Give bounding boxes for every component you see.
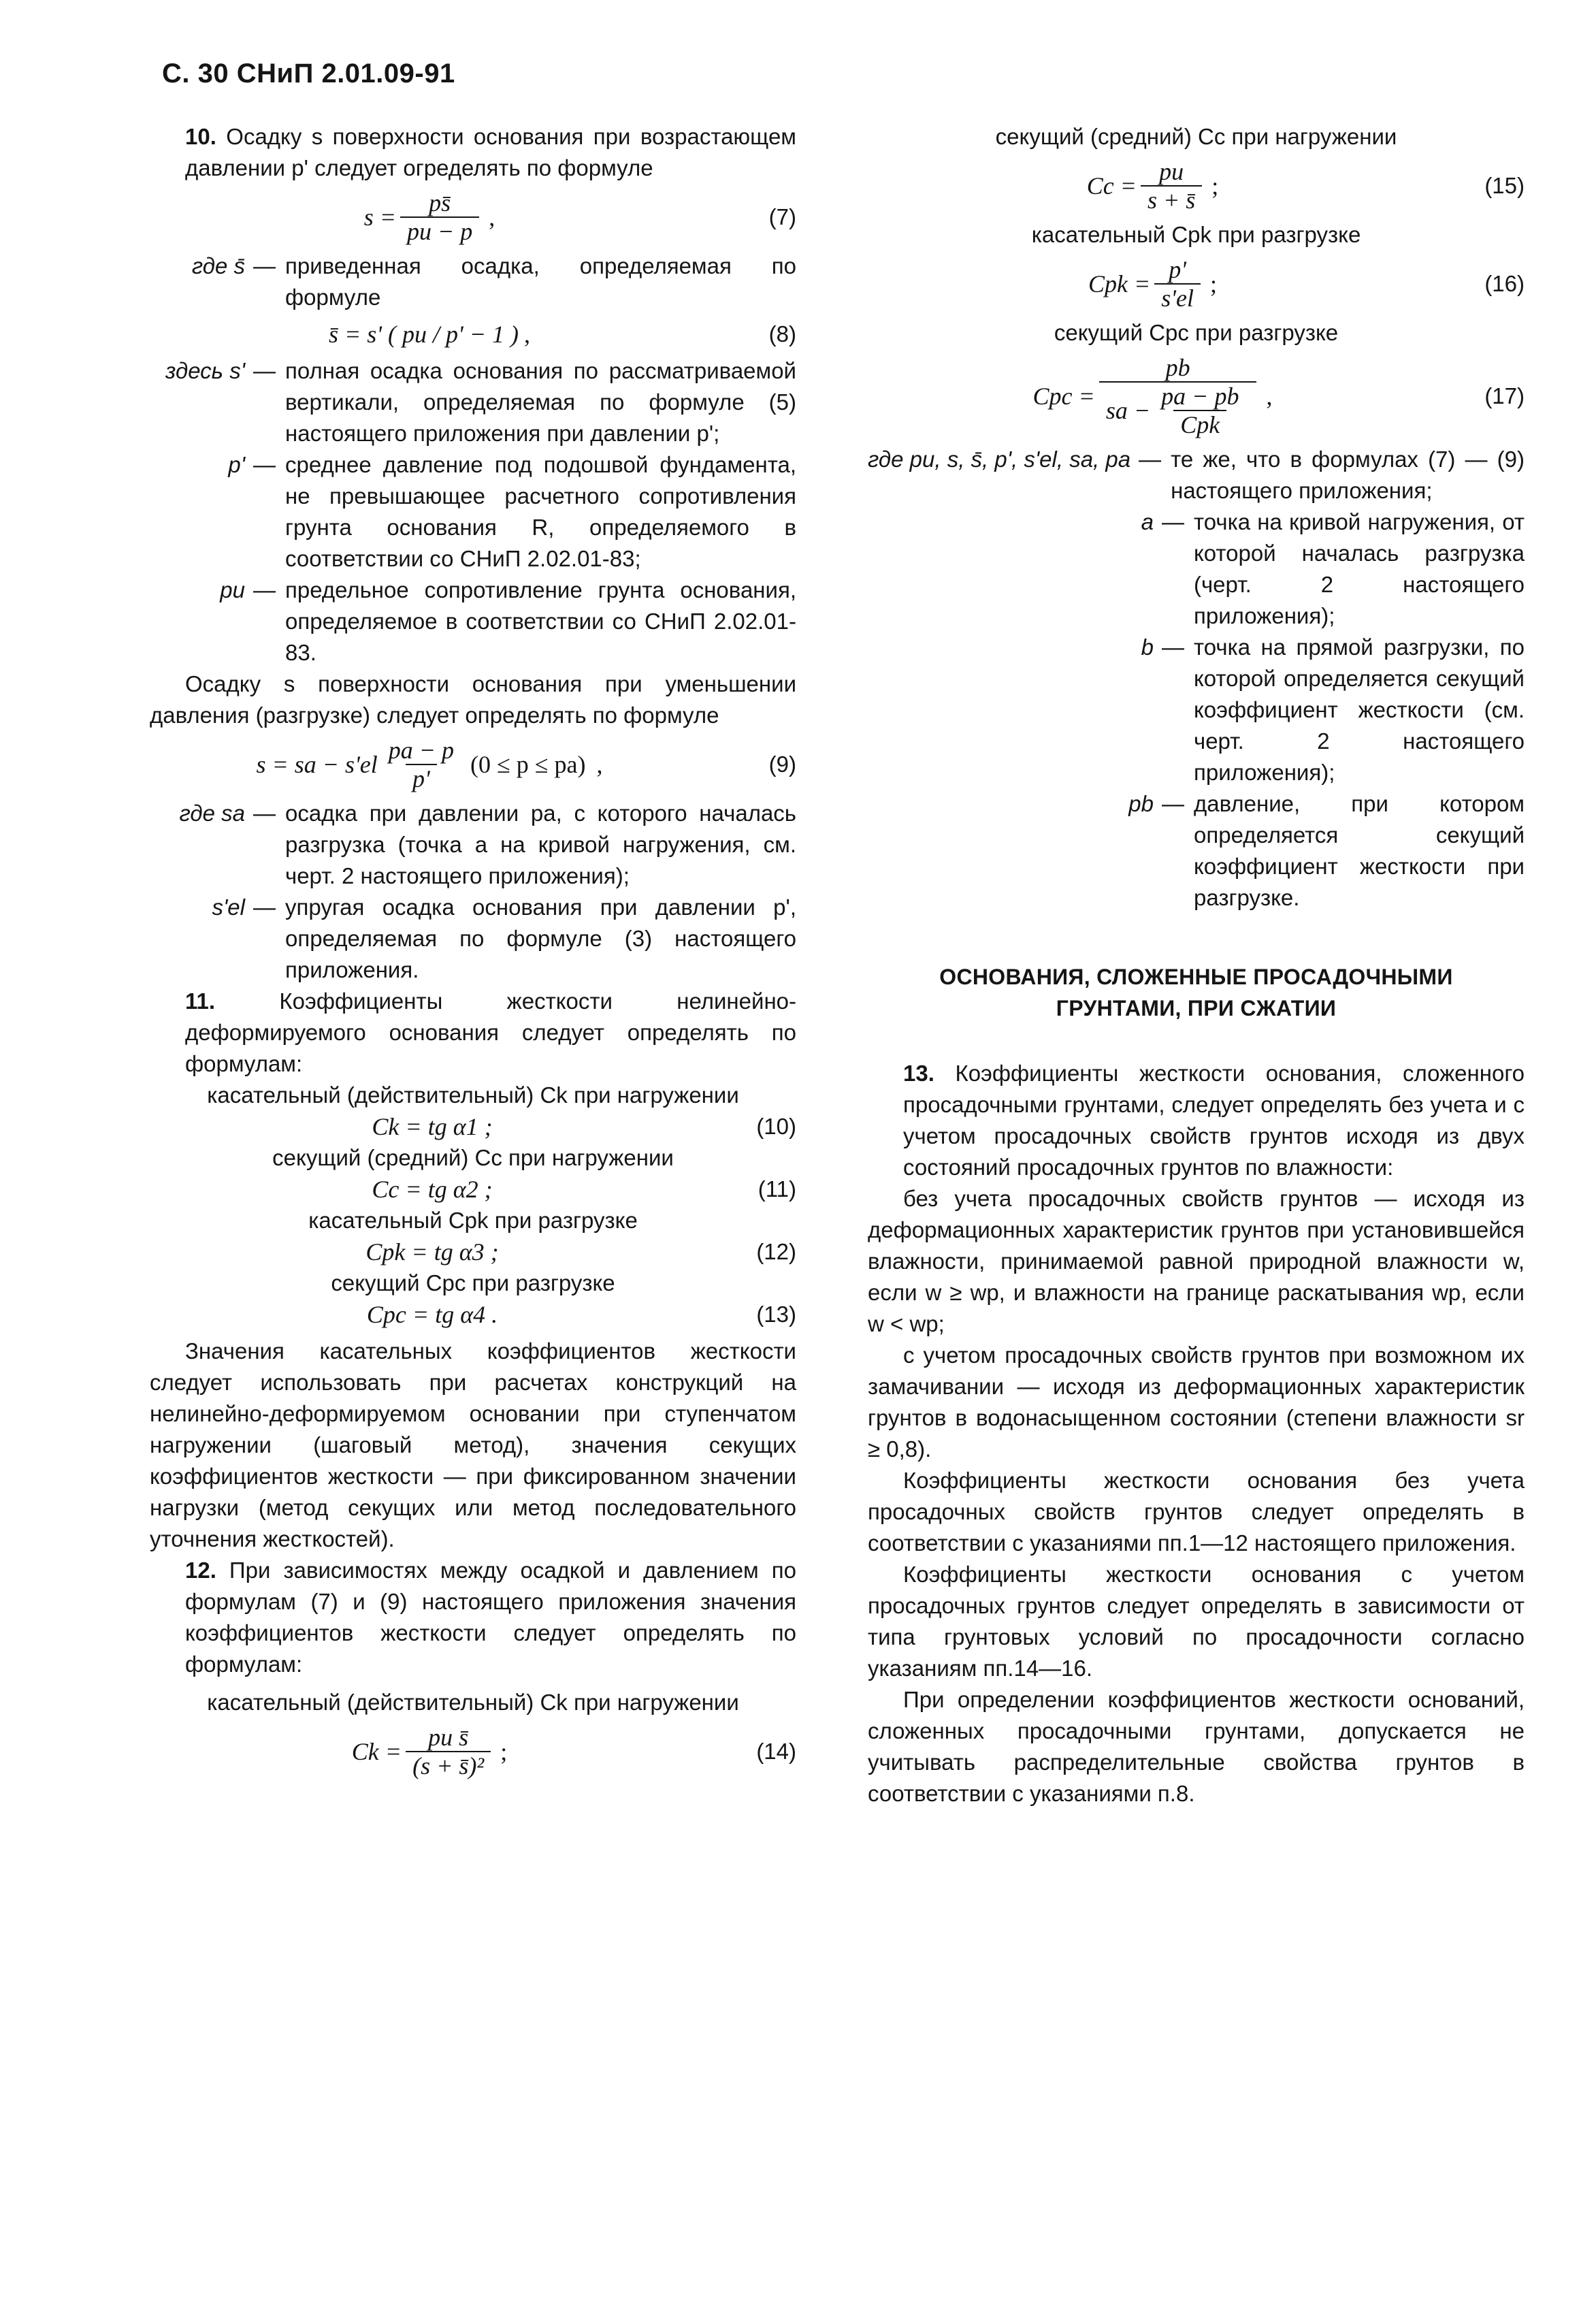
fraction (400, 189, 479, 245)
caption-12: касательный Cpk при разгрузке (308, 1208, 638, 1233)
definition-sbar: где s̄ — приведенная осадка, определяемая по формуле (150, 251, 796, 313)
right-column (868, 121, 1525, 1809)
formula-number: (9) (768, 752, 796, 777)
denominator: pu − p (400, 216, 479, 245)
definition-text: точка на прямой разгрузки, по которой определяется секущий коэффициент жесткости (см. черт. 2 настоящего приложения); (1194, 634, 1525, 785)
paragraph-12 (150, 1555, 796, 1680)
formula-punct: ; (500, 1738, 508, 1765)
caption-17: секущий Cpc при разгрузке (1054, 320, 1339, 345)
formula-number: (15) (1484, 173, 1525, 198)
formula-13 (150, 1299, 796, 1330)
left-column (150, 121, 796, 1785)
formula-lhs: s = sa − s'el (256, 751, 378, 778)
denominator: s + s̄ (1141, 185, 1202, 214)
formula-12 (150, 1236, 796, 1268)
formula-expression: Ck = tg α1 ; (372, 1113, 493, 1140)
fraction (1141, 158, 1202, 214)
formula-expression: Cc = tg α2 ; (372, 1176, 493, 1203)
definition-b: b — точка на прямой разгрузки, по которой определяется секущий коэффициент жесткости (см. черт. 2 настоящего приложения); (868, 632, 1525, 788)
formula-punct: ; (1211, 172, 1219, 199)
definition-symbol: где s̄ (191, 253, 245, 278)
formula-expression: Cpk = tg α3 ; (365, 1238, 499, 1266)
fraction (1154, 256, 1201, 312)
numerator: pb (1165, 354, 1190, 381)
paragraph-coefficients-2: Коэффициенты жесткости основания с учетом просадочных грунтов следует определять в зависимости от типа грунтовых условий по просадочности согласно указаниям пп.14—16. (868, 1562, 1525, 1681)
definition-text: упругая осадка основания при давлении p', определяемая по формуле (3) настоящего приложения. (285, 895, 796, 982)
paragraph-coefficients-1: Коэффициенты жесткости основания без учета просадочных свойств грунтов следует определять в соответствии с указаниями пп.1—12 настоящего приложения. (868, 1468, 1525, 1556)
definition-symbol: a (1141, 509, 1154, 534)
inner-denominator: Cpk (1173, 410, 1226, 438)
definition-a: a — точка на кривой нагружения, от которой началась разгрузка (черт. 2 настоящего приложения); (868, 506, 1525, 632)
section-heading (868, 961, 1525, 1024)
paragraph-11 (150, 986, 796, 1080)
formula-condition: (0 ≤ p ≤ pa) (470, 751, 586, 778)
paragraph-text: Коэффициенты жесткости основания, сложенного просадочными грунтами, следует определять без учета и с учетом просадочных свойств грунтов исходя из двух состояний просадочных грунтов по влажности: (903, 1061, 1525, 1180)
definition-text: точка на кривой нагружения, от которой началась разгрузка (черт. 2 настоящего приложения); (1194, 509, 1525, 628)
formula-number: (12) (756, 1239, 796, 1264)
definition-symbol: здесь s' (165, 358, 245, 383)
definition-sa: где sa — осадка при давлении pa, с которого началась разгрузка (точка a на кривой нагружения, см. черт. 2 настоящего приложения); (150, 798, 796, 892)
paragraph-coefficients-3: При определении коэффициентов жесткости оснований, сложенных просадочными грунтами, допускается не учитывать распределительные свойства грунтов в соответствии с указаниями п.8. (868, 1687, 1525, 1806)
formula-punct: , (523, 321, 530, 348)
fraction (406, 1724, 491, 1779)
formula-number: (14) (756, 1739, 796, 1764)
formula-14 (150, 1724, 796, 1779)
formula-number: (8) (768, 321, 796, 347)
denominator: (s + s̄)² (406, 1751, 491, 1779)
paragraph-unloading: Осадку s поверхности основания при уменьшении давления (разгрузке) следует определять по формуле (150, 671, 796, 728)
numerator: p' (1169, 256, 1186, 283)
formula-11 (150, 1174, 796, 1205)
formula-number: (16) (1484, 271, 1525, 296)
formula-7 (150, 189, 796, 245)
caption-13: секущий Cpc при разгрузке (331, 1270, 615, 1295)
paragraph-stiffness-values: Значения касательных коэффициентов жесткости следует использовать при расчетах конструкций на нелинейно-деформируемом основании при ступенчатом нагружении (шаговый метод), значения секущих коэффициентов жесткости — при фиксированном значении нагрузки (метод секущих или метод последовательного уточнения жесткостей). (150, 1338, 796, 1551)
formula-number: (7) (768, 204, 796, 229)
formula-expression: Cpc = tg α4 . (366, 1301, 498, 1328)
paragraph-10 (150, 121, 796, 184)
formula-lhs: Cpk = (1088, 270, 1151, 297)
formula-punct: , (489, 204, 495, 231)
inner-numerator: pa − pb (1161, 383, 1239, 410)
paragraph-number: 10. (185, 124, 216, 149)
heading-line-2: ГРУНТАМИ, ПРИ СЖАТИИ (1056, 996, 1337, 1020)
definition-pprime: p' — среднее давление под подошвой фундамента, не превышающее расчетного сопротивления грунта основания R, определяемого в соответствии со СНиП 2.02.01-83; (150, 449, 796, 575)
paragraph-text: Коэффициенты жесткости нелинейно-деформируемого основания следует определять по формулам: (185, 988, 797, 1076)
heading-line-1: ОСНОВАНИЯ, СЛОЖЕННЫЕ ПРОСАДОЧНЫМИ (939, 965, 1453, 989)
formula-17 (868, 354, 1525, 438)
formula-16 (868, 256, 1525, 312)
formula-15 (868, 158, 1525, 214)
definition-symbol: pu (220, 577, 245, 602)
numerator: pu (1159, 158, 1184, 185)
definition-symbol: p' (228, 452, 245, 477)
formula-number: (13) (756, 1302, 796, 1327)
numerator: pa − p (388, 737, 455, 764)
paragraph-without-subsidence: без учета просадочных свойств грунтов — исходя из деформационных характеристик грунтов при установившейся влажности, принимаемой равной природной влажности w, если w ≥ wp, и влажности на границе раскатывания wp, если w < wp; (868, 1186, 1525, 1336)
formula-number: (17) (1484, 383, 1525, 408)
formula-lhs: Cc = (1086, 172, 1137, 199)
caption-11: секущий (средний) Cc при нагружении (272, 1145, 674, 1170)
fraction (382, 737, 461, 792)
definition-symbol: pb (1128, 791, 1154, 816)
caption-14: касательный (действительный) Ck при нагружении (207, 1690, 739, 1715)
definition-pb: pb — давление, при котором определяется секущий коэффициент жесткости при разгрузке. (868, 788, 1525, 914)
inner-fraction (1154, 383, 1245, 438)
definition-symbol: b (1141, 634, 1154, 660)
definition-list: где pu, s, s̄, p', s'el, sa, pa — те же, что в формулах (7) — (9) настоящего приложения; (868, 444, 1525, 506)
paragraph-13 (868, 1058, 1525, 1183)
numerator: ps̄ (429, 189, 451, 216)
paragraph-text: Осадку s поверхности основания при возрастающем давлении p' следует огределять по формуле (185, 124, 796, 180)
definition-symbol: где pu, s, s̄, p', s'el, sa, pa (868, 447, 1131, 472)
definition-text: приведенная осадка, определяемая по формуле (285, 253, 796, 310)
denominator-compound (1099, 381, 1257, 438)
formula-lhs: Ck = (351, 1738, 402, 1765)
formula-expression: s̄ = s' ( pu / p' − 1 ) (329, 321, 519, 348)
paragraph-number: 13. (903, 1061, 934, 1086)
formula-punct: , (596, 751, 603, 778)
definition-text: среднее давление под подошвой фундамента, не превышающее расчетного сопротивления грунта основания R, определяемого в соответствии со СНиП 2.02.01-83; (285, 452, 796, 571)
formula-8 (150, 319, 796, 350)
definition-text: полная осадка основания по рассматриваемой вертикали, определяемая по формуле (5) настоящего приложения при давлении p'; (285, 358, 796, 446)
paragraph-number: 12. (185, 1558, 216, 1583)
definition-text: осадка при давлении pa, с которого началась разгрузка (точка a на кривой нагружения, см. черт. 2 настоящего приложения); (285, 801, 796, 888)
numerator: pu s̄ (428, 1724, 469, 1751)
definition-text: те же, что в формулах (7) — (9) настоящего приложения; (1171, 447, 1525, 503)
formula-punct: , (1266, 383, 1273, 410)
definition-symbol: s'el (212, 895, 245, 920)
caption-16: касательный Cpk при разгрузке (1031, 222, 1361, 247)
caption-10: касательный (действительный) Ck при нагружении (207, 1082, 739, 1108)
definition-text: давление, при котором определяется секущий коэффициент жесткости при разгрузке. (1194, 791, 1525, 910)
caption-15: секущий (средний) Cc при нагружении (995, 124, 1397, 149)
definition-sel: s'el — упругая осадка основания при давлении p', определяемая по формуле (3) настоящего приложения. (150, 892, 796, 986)
paragraph-with-subsidence: с учетом просадочных свойств грунтов при возможном их замачивании — исходя из деформационных характеристик грунтов в водонасыщенном состоянии (степени влажности sr ≥ 0,8). (868, 1342, 1525, 1462)
formula-number: (11) (758, 1176, 796, 1202)
definition-symbol: где sa (179, 801, 245, 826)
formula-punct: ; (1209, 270, 1217, 297)
formula-9 (150, 737, 796, 792)
formula-lhs: s = (363, 204, 396, 231)
denominator-left: sa − (1105, 397, 1151, 424)
page-header: С. 30 СНиП 2.01.09-91 (162, 59, 455, 88)
definition-pu: pu — предельное сопротивление грунта основания, определяемое в соответствии со СНиП 2.02.01-83. (150, 575, 796, 668)
denominator: p' (406, 764, 437, 792)
denominator: s'el (1154, 283, 1201, 312)
formula-10 (150, 1111, 796, 1142)
definition-sprime: здесь s' — полная осадка основания по рассматриваемой вертикали, определяемая по формуле (5) настоящего приложения при давлении p'; (150, 355, 796, 449)
formula-number: (10) (756, 1114, 796, 1139)
formula-lhs: Cpc = (1032, 383, 1095, 410)
fraction (1099, 354, 1257, 438)
paragraph-number: 11. (185, 988, 216, 1014)
definition-text: предельное сопротивление грунта основания, определяемое в соответствии со СНиП 2.02.01-83. (285, 577, 796, 665)
paragraph-text: При зависимостях между осадкой и давлением по формулам (7) и (9) настоящего приложения значения коэффициентов жесткости следует определять по формулам: (185, 1558, 796, 1677)
